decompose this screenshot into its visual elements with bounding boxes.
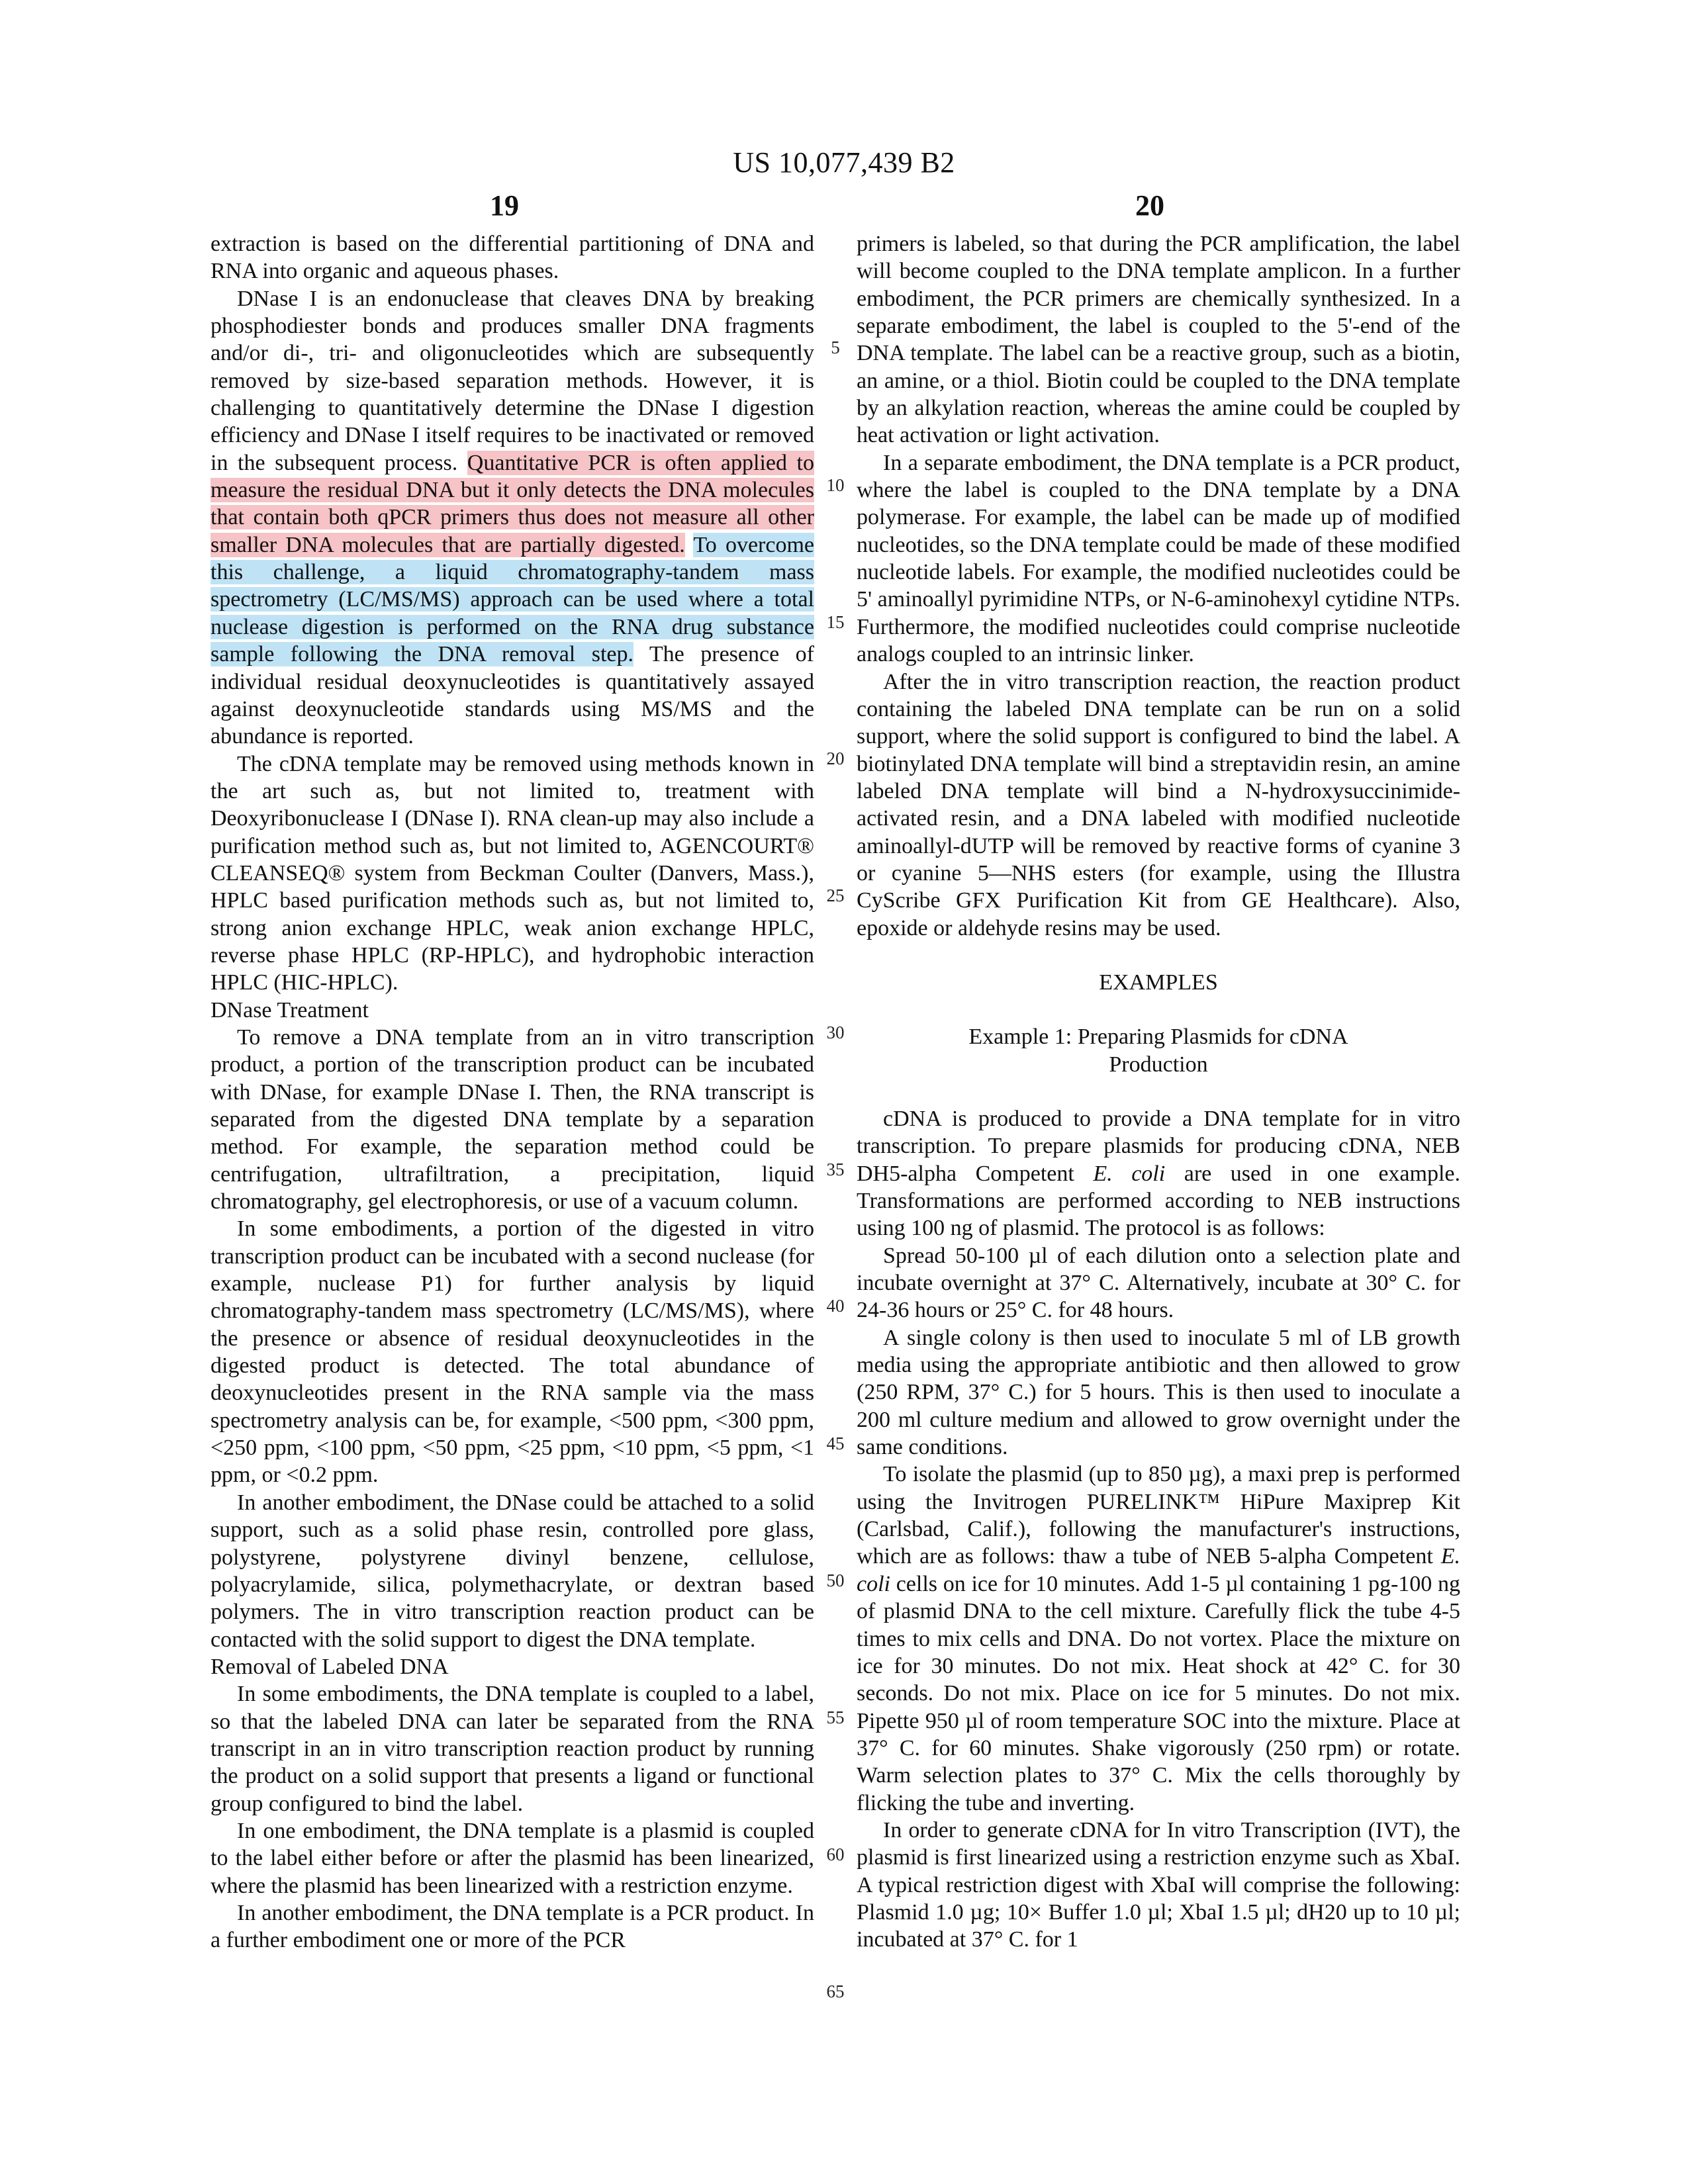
examples-heading: EXAMPLES xyxy=(1099,970,1218,995)
paragraph: In some embodiments, the DNA template is coupled to a label, so that the labeled DNA can later be separated from the RNA transcript in an in vitro transcription reaction product by running the product on a solid support that presents a ligand or functional group configured to bind the label. xyxy=(211,1682,814,1816)
subheading-dnase-treatment: DNase Treatment xyxy=(211,997,369,1023)
line-number: 25 xyxy=(826,886,845,905)
example-title xyxy=(857,1023,1460,1078)
paragraph: In one embodiment, the DNA template is a plasmid is coupled to the label either before or after the plasmid has been linearized, where the plasmid has been linearized with a restriction enzyme. xyxy=(211,1818,814,1898)
paragraph: After the in vitro transcription reaction, the reaction product containing the labeled DNA template can be run on a solid support, where the solid support is configured to bind the label. A biotinylated DNA template will bind a streptavidin resin, an amine labeled DNA template will bind a N-hydroxysuccinimide-activated resin, and a DNA labeled with modified nucleotide aminoallyl-dUTP will be removed by reactive forms of cyanine 3 or cyanine 5—NHS esters (for example, using the Illustra CyScribe GFX Purification Kit from GE Healthcare). Also, epoxide or aldehyde resins may be used. xyxy=(857,669,1460,940)
italic-text: E. coli xyxy=(857,1544,1460,1596)
highlight-blue: To overcome this challenge, a liquid chromatography-tandem mass spectrometry (LC/MS/MS) approach can be used where a total nuclease digestion is performed on the RNA drug substance sample following the DNA removal step. xyxy=(211,532,814,667)
text-run: The presence of individual residual deoxynucleotides is quantitatively assayed against deoxynucleotide standards using MS/MS and the abundance is reported. xyxy=(211,642,814,749)
line-number: 5 xyxy=(831,338,840,357)
patent-number: US 10,077,439 B2 xyxy=(733,146,955,179)
paragraph: In another embodiment, the DNase could be attached to a solid support, such as a solid phase resin, controlled pore glass, polystyrene, polystyrene divinyl benzene, cellulose, polyacrylamide, silica, polymethacrylate, or dextran based polymers. The in vitro transcription reaction product can be contacted with the solid support to digest the DNA template. xyxy=(211,1490,814,1652)
page-number-left: 19 xyxy=(490,189,519,222)
italic-text: E. coli xyxy=(1093,1161,1166,1186)
paragraph: In order to generate cDNA for In vitro Transcription (IVT), the plasmid is first linearized using a restriction enzyme such as XbaI. A typical restriction digest with XbaI will comprise the following: Plasmid 1.0 µg; 10× Buffer 1.0 µl; XbaI 1.5 µl; dH20 up to 10 µl; incubated at 37° C. for 1 xyxy=(857,1817,1460,1952)
line-number: 20 xyxy=(826,749,845,768)
line-number: 60 xyxy=(826,1844,845,1864)
paragraph: In a separate embodiment, the DNA template is a PCR product, where the label is coupled to the DNA template by a DNA polymerase. For example, the label can be made up of modified nucleotides, so the DNA template could be made of these modified nucleotide labels. For example, the modified nucleotides could be 5' aminoallyl pyrimidine NTPs, or N-6-aminohexyl cytidine NTPs. Furthermore, the modified nucleotides could comprise nucleotide analogs coupled to an intrinsic linker. xyxy=(857,450,1460,667)
text-run: are used in one example. Transformations are performed according to NEB instructions using 100 ng of plasmid. The protocol is as follows: xyxy=(857,1161,1460,1241)
example-title-line2: Production xyxy=(1109,1052,1208,1077)
paragraph: In some embodiments, a portion of the digested in vitro transcription product can be incubated with a second nuclease (for example, nuclease P1) for further analysis by liquid chromatography-tandem mass spectrometry (LC/MS/MS), where the presence or absence of residual deoxynucleotides in the digested product is detected. The total abundance of deoxynucleotides present in the RNA sample via the mass spectrometry analysis can be, for example, <500 ppm, <300 ppm, <250 ppm, <100 ppm, <50 ppm, <25 ppm, <10 ppm, <5 ppm, <1 ppm, or <0.2 ppm. xyxy=(211,1216,814,1488)
line-number: 55 xyxy=(826,1707,845,1727)
left-column xyxy=(211,230,814,1954)
line-number: 40 xyxy=(826,1296,845,1316)
line-number: 45 xyxy=(826,1433,845,1453)
page-number-right: 20 xyxy=(1135,189,1164,222)
text-run: To isolate the plasmid (up to 850 µg), a maxi prep is performed using the Invitrogen PURELINK™ HiPure Maxiprep Kit (Carlsbad, Calif.), following the manufacturer's instructions, which are as follows: thaw a tube of NEB 5-alpha Competent xyxy=(857,1462,1460,1569)
text-run: cells on ice for 10 minutes. Add 1-5 µl containing 1 pg-100 ng of plasmid DNA to the cell mixture. Carefully flick the tube 4-5 times to mix cells and DNA. Do not vortex. Place the mixture on ice for 30 minutes. Do not mix. Heat shock at 42° C. for 30 seconds. Do not mix. Place on ice for 5 minutes. Do not mix. Pipette 950 µl of room temperature SOC into the mixture. Place at 37° C. for 60 minutes. Shake vigorously (250 rpm) or rotate. Warm selection plates to 37° C. Mix the cells thoroughly by flicking the tube and inverting. xyxy=(857,1571,1460,1815)
paragraph: A single colony is then used to inoculate 5 ml of LB growth media using the appropriate antibiotic and then allowed to grow (250 RPM, 37° C.) for 5 hours. This is then used to inoculate a 200 ml culture medium and allowed to grow overnight under the same conditions. xyxy=(857,1325,1460,1460)
line-number: 35 xyxy=(826,1160,845,1179)
paragraph: extraction is based on the differential partitioning of DNA and RNA into organic and aqueous phases. xyxy=(211,232,814,284)
paragraph: The cDNA template may be removed using methods known in the art such as, but not limited to, treatment with Deoxyribonuclease I (DNase I). RNA clean-up may also include a purification method such as, but not limited to, AGENCOURT® CLEANSEQ® system from Beckman Coulter (Danvers, Mass.), HPLC based purification methods such as, but not limited to, strong anion exchange HPLC, weak anion exchange HPLC, reverse phase HPLC (RP-HPLC), and hydrophobic interaction HPLC (HIC-HPLC). xyxy=(211,751,814,995)
example-title-line1: Example 1: Preparing Plasmids for cDNA xyxy=(968,1024,1348,1050)
line-number: 65 xyxy=(826,1981,845,2001)
line-number: 10 xyxy=(826,475,845,495)
paragraph-dnase xyxy=(211,285,814,751)
text-run: cDNA is produced to provide a DNA template for in vitro transcription. To prepare plasmids for producing cDNA, NEB DH5-alpha Competent xyxy=(857,1106,1460,1186)
text-run: DNase I is an endonuclease that cleaves DNA by breaking phosphodiester bonds and produces smaller DNA fragments and/or di-, tri- and oligonucleotides which are subsequently removed by size-based separation methods. However, it is challenging to quantitatively determine the DNase I digestion efficiency and DNase I itself requires to be inactivated or removed in the subsequent process. xyxy=(211,286,814,475)
paragraph xyxy=(857,1105,1460,1242)
line-number: 30 xyxy=(826,1023,845,1042)
paragraph: Spread 50-100 µl of each dilution onto a selection plate and incubate overnight at 37° C. Alternatively, incubate at 30° C. for 24-36 hours or 25° C. for 48 hours. xyxy=(857,1243,1460,1323)
line-number: 15 xyxy=(826,612,845,632)
highlight-red: Quantitative PCR is often applied to measure the residual DNA but it only detects the DNA molecules that contain both qPCR primers thus does not measure all other smaller DNA molecules that are partially digested. xyxy=(211,450,814,557)
paragraph: To remove a DNA template from an in vitro transcription product, a portion of the transcription product can be incubated with DNase, for example DNase I. Then, the RNA transcript is separated from the digested DNA template by a separation method. For example, the separation method could be centrifugation, ultrafiltration, a precipitation, liquid chromatography, gel electrophoresis, or use of a vacuum column. xyxy=(211,1024,814,1214)
line-number: 50 xyxy=(826,1570,845,1590)
paragraph: In another embodiment, the DNA template is a PCR product. In a further embodiment one or more of the PCR xyxy=(211,1900,814,1953)
right-column xyxy=(857,230,1460,1954)
paragraph: primers is labeled, so that during the PCR amplification, the label will become coupled to the DNA template amplicon. In a further embodiment, the PCR primers are chemically synthesized. In a separate embodiment, the label is coupled to the 5'-end of the DNA template. The label can be a reactive group, such as a biotin, an amine, or a thiol. Biotin could be coupled to the DNA template by an alkylation reaction, whereas the amine could be coupled by heat activation or light activation. xyxy=(857,232,1460,448)
subheading-removal-labeled-dna: Removal of Labeled DNA xyxy=(211,1654,449,1679)
paragraph xyxy=(857,1461,1460,1816)
